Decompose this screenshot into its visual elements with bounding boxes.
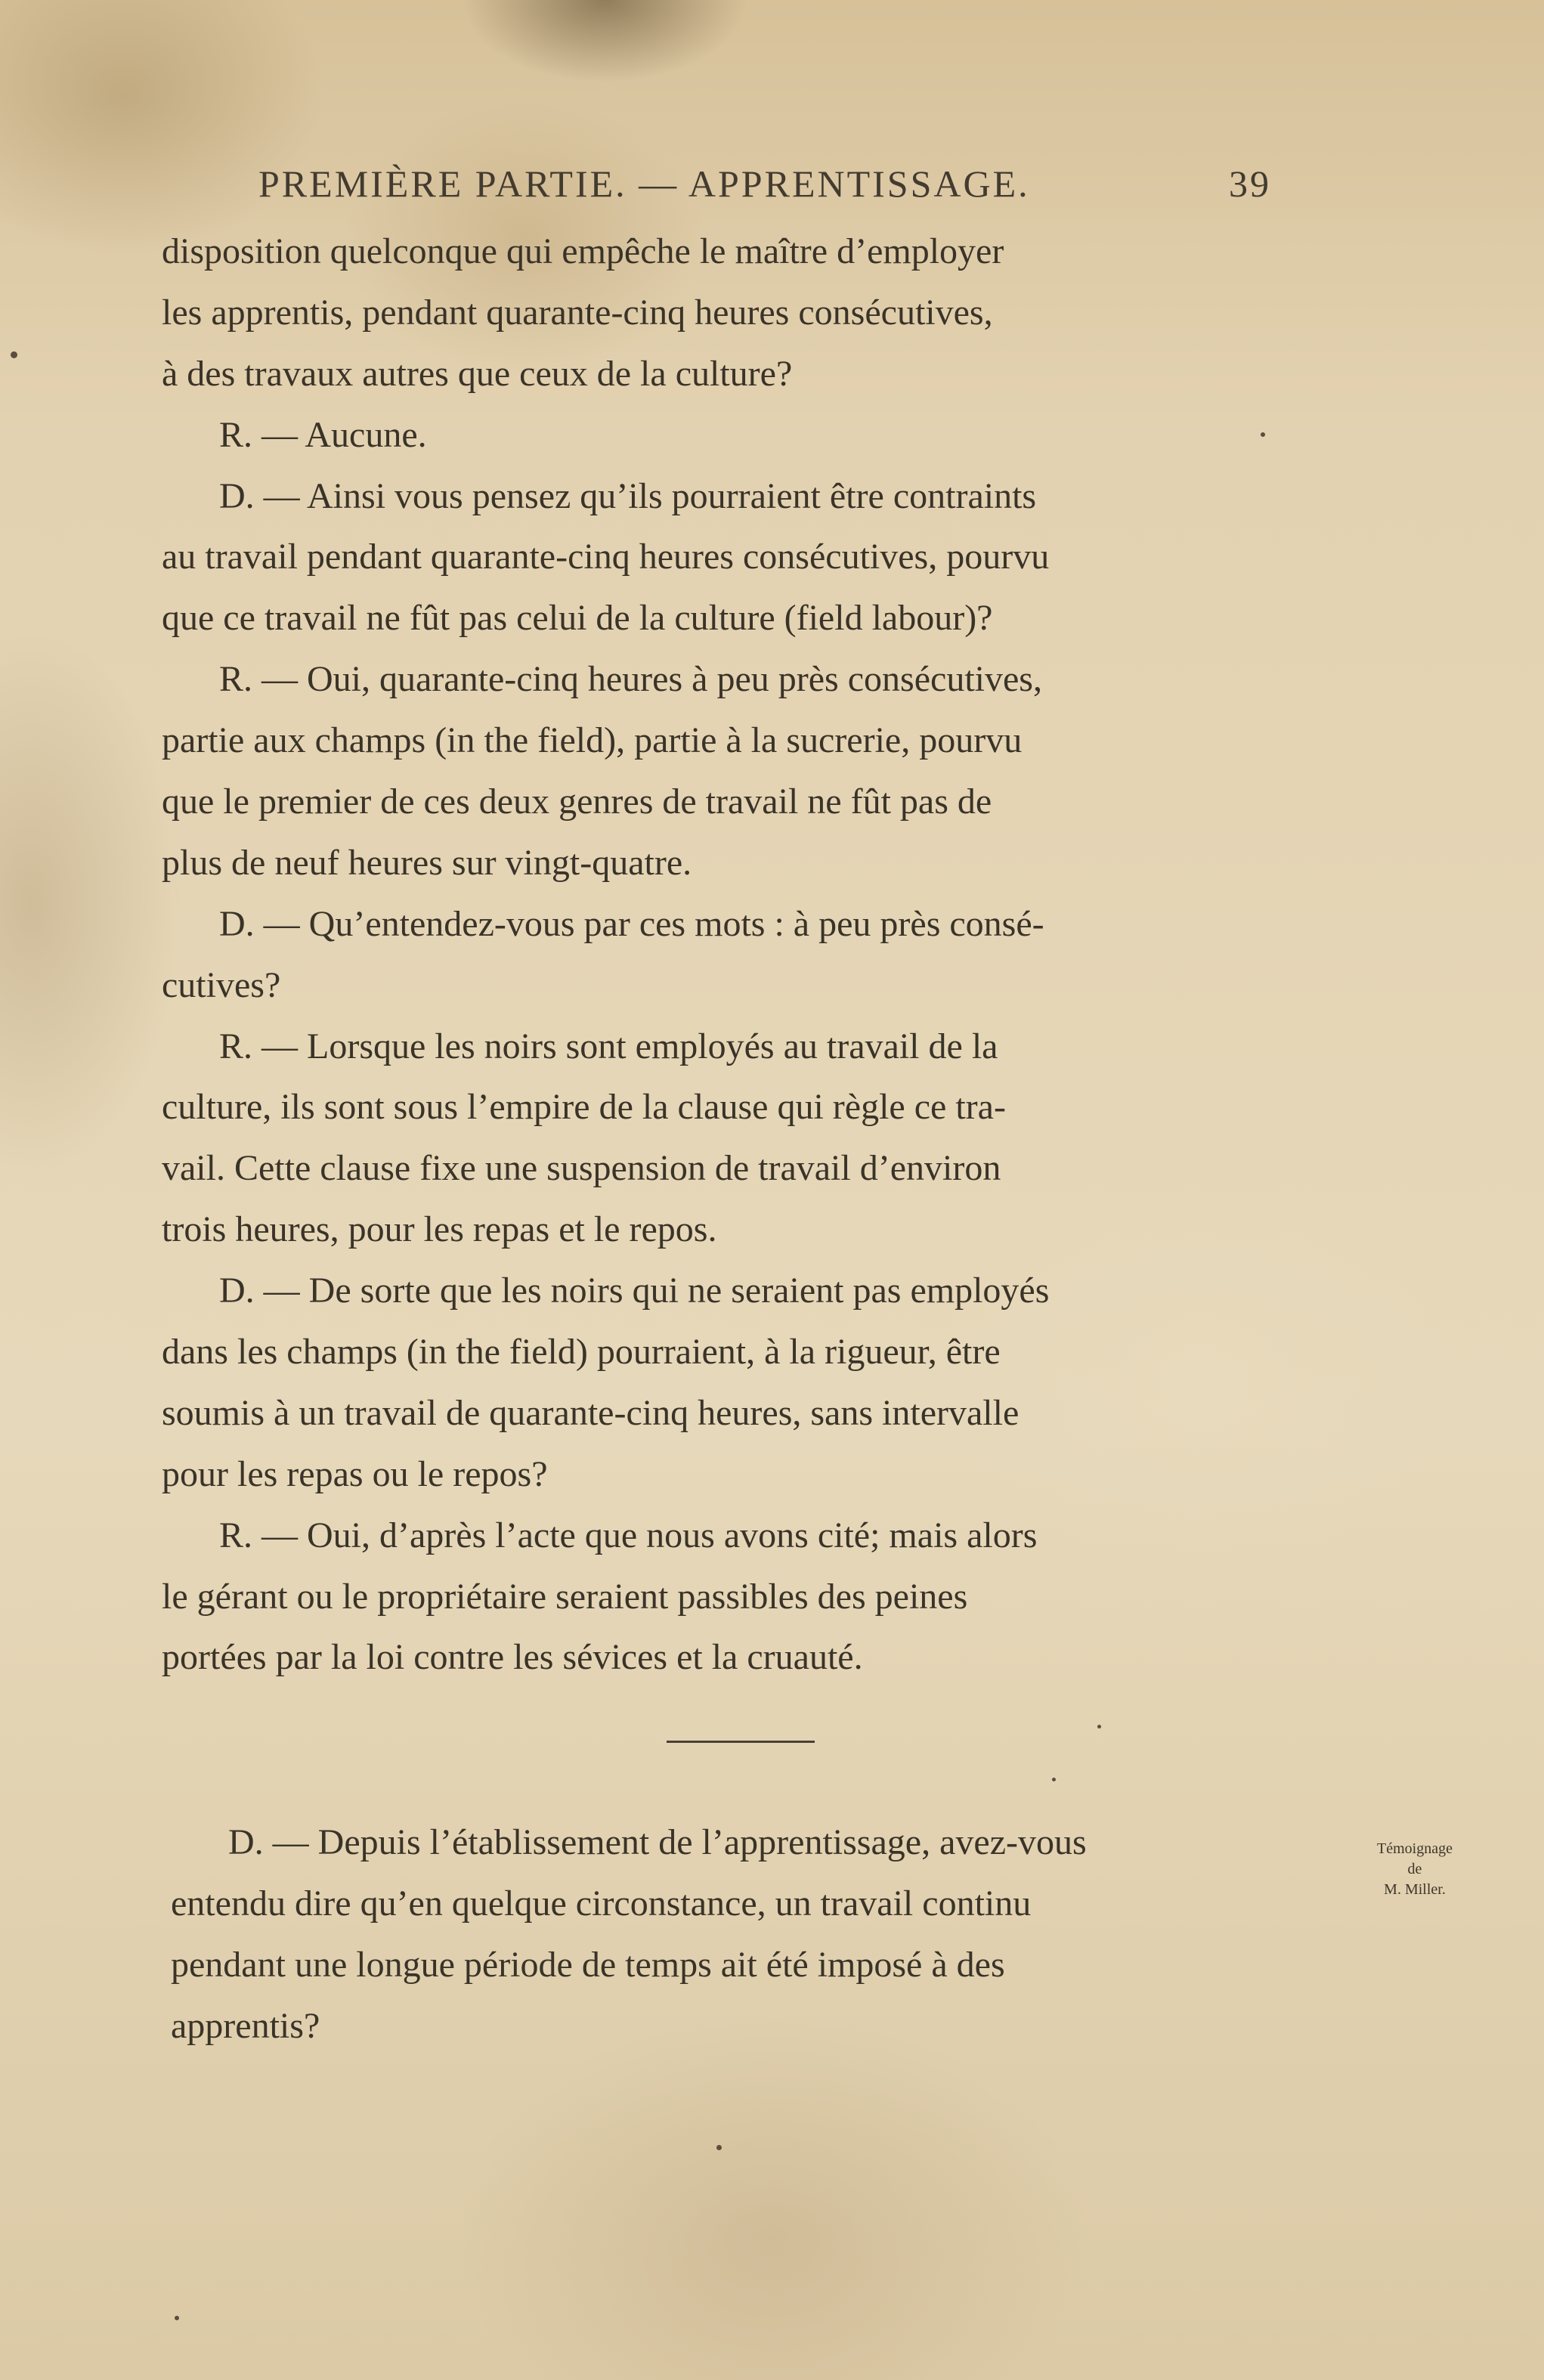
text-line: entendu dire qu’en quelque circonstance, un travail continu — [171, 1883, 1032, 1923]
margin-note — [1339, 1839, 1490, 1900]
ink-speck — [175, 2316, 179, 2320]
main-text-block — [162, 221, 1297, 1688]
page-header-title: PREMIÈRE PARTIE. — APPRENTISSAGE. — [258, 162, 1030, 205]
text-line: que ce travail ne fût pas celui de la culture (field labour)? — [162, 598, 993, 639]
text-line: trois heures, pour les repas et le repos. — [162, 1209, 717, 1250]
ink-speck — [1261, 432, 1265, 437]
question-line: D. — Depuis l’établissement de l’apprentissage, avez-vous — [228, 1822, 1087, 1862]
margin-note-line: M. Miller. — [1384, 1881, 1446, 1898]
text-line: le gérant ou le propriétaire seraient passibles des peines — [162, 1576, 968, 1617]
paper-stain — [461, 0, 748, 83]
margin-note-line: de — [1407, 1861, 1422, 1877]
answer-line: R. — Aucune. — [219, 414, 427, 455]
margin-note-line: Témoignage — [1377, 1840, 1453, 1857]
question-line: D. — Ainsi vous pensez qu’ils pourraient être contraints — [219, 475, 1037, 516]
ink-speck — [1097, 1725, 1101, 1729]
answer-line: R. — Oui, quarante-cinq heures à peu près consécutives, — [219, 659, 1042, 700]
text-line: les apprentis, pendant quarante-cinq heures consécutives, — [162, 292, 993, 333]
text-line: pendant une longue période de temps ait été imposé à des — [171, 1944, 1005, 1985]
answer-line: R. — Oui, d’après l’acte que nous avons cité; mais alors — [219, 1515, 1038, 1555]
text-line: culture, ils sont sous l’empire de la clause qui règle ce tra- — [162, 1087, 1006, 1128]
text-line: apprentis? — [171, 2005, 320, 2046]
ink-speck — [1052, 1778, 1056, 1781]
ink-speck — [716, 2145, 722, 2150]
text-line: pour les repas ou le repos? — [162, 1453, 548, 1494]
text-line: vail. Cette clause fixe une suspension de travail d’environ — [162, 1148, 1001, 1189]
question-line: D. — Qu’entendez-vous par ces mots : à peu près consé- — [219, 903, 1044, 944]
text-line: au travail pendant quarante-cinq heures consécutives, pourvu — [162, 537, 1050, 577]
text-line: à des travaux autres que ceux de la culture? — [162, 353, 793, 394]
text-line: partie aux champs (in the field), partie à la sucrerie, pourvu — [162, 720, 1023, 761]
question-line: D. — De sorte que les noirs qui ne seraient pas employés — [219, 1270, 1050, 1311]
answer-line: R. — Lorsque les noirs sont employés au travail de la — [219, 1026, 998, 1066]
running-header — [258, 162, 1271, 207]
text-line: soumis à un travail de quarante-cinq heures, sans intervalle — [162, 1392, 1020, 1433]
text-line: disposition quelconque qui empêche le maître d’employer — [162, 231, 1004, 271]
text-line: dans les champs (in the field) pourraient, à la rigueur, être — [162, 1332, 1001, 1373]
page-number: 39 — [1229, 162, 1271, 205]
section-separator — [667, 1741, 815, 1743]
ink-speck — [11, 351, 17, 358]
text-line: que le premier de ces deux genres de travail ne fût pas de — [162, 781, 992, 822]
text-line: plus de neuf heures sur vingt-quatre. — [162, 842, 692, 883]
second-text-block — [171, 1812, 1298, 2057]
text-line: cutives? — [162, 964, 281, 1005]
text-line: portées par la loi contre les sévices et la cruauté. — [162, 1637, 863, 1678]
